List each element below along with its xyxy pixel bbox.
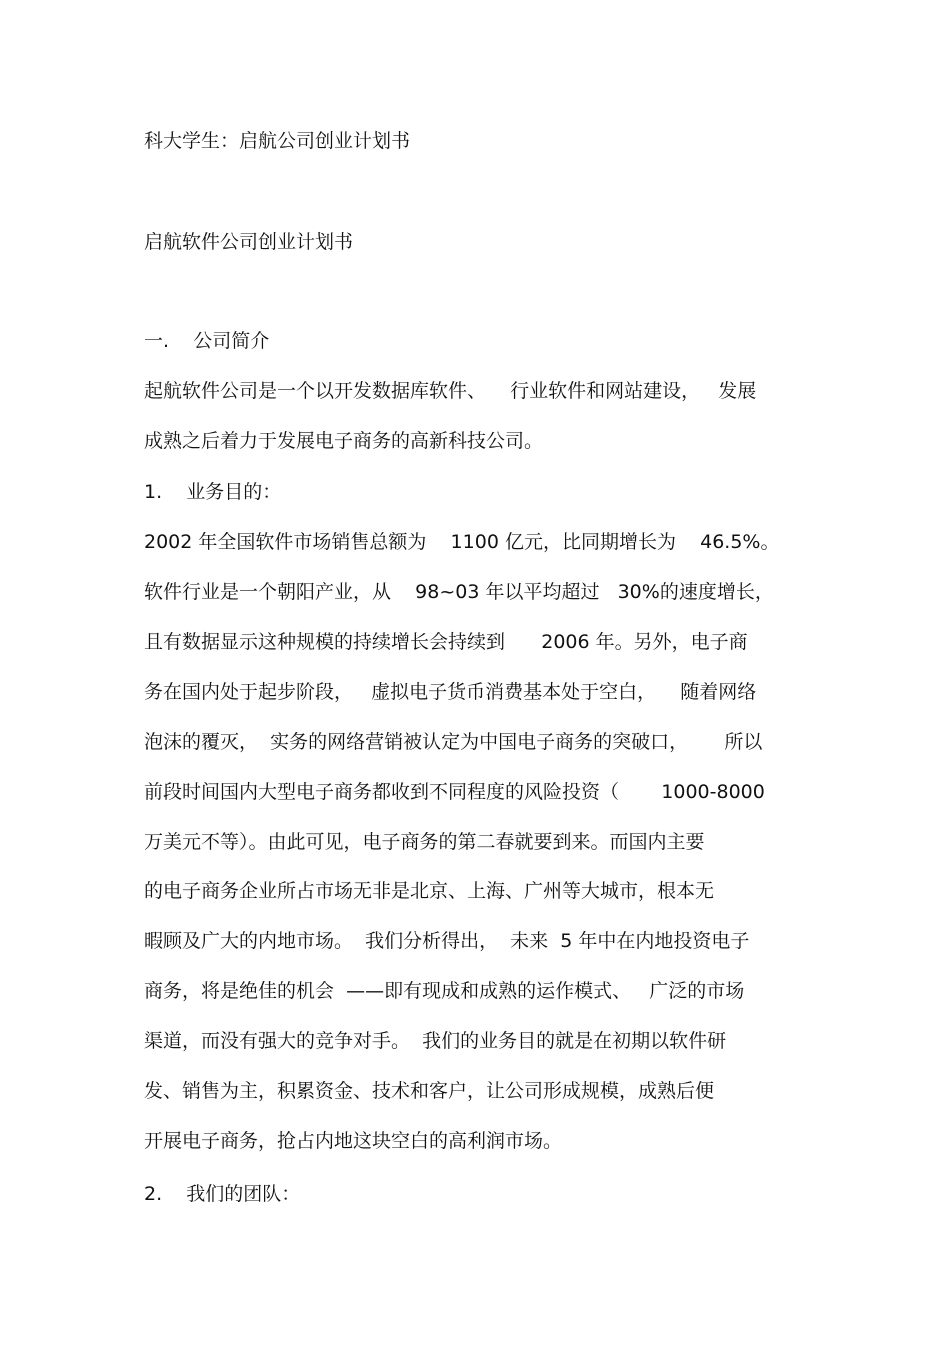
paragraph-line: 的电子商务企业所占市场无非是北京、上海、广州等大城市，根本无 <box>144 880 715 902</box>
paragraph-line: 渠道，而没有强大的竞争对手。 我们的业务目的就是在初期以软件研 <box>144 1030 727 1052</box>
paragraph-line: 万美元不等）。由此可见，电子商务的第二春就要到来。而国内主要 <box>144 831 705 853</box>
paragraph-line: 开展电子商务，抢占内地这块空白的高利润市场。 <box>144 1130 563 1152</box>
paragraph-line: 泡沫的覆灭， 实务的网络营销被认定为中国电子商务的突破口， 所以 <box>144 731 763 753</box>
section-heading-company-intro: 一. 公司简介 <box>144 330 270 352</box>
document-title: 科大学生：启航公司创业计划书 <box>144 130 411 152</box>
item-heading-business-purpose: 1. 业务目的： <box>144 481 282 503</box>
paragraph-line: 起航软件公司是一个以开发数据库软件、 行业软件和网站建设， 发展 <box>144 380 757 402</box>
paragraph-line: 且有数据显示这种规模的持续增长会持续到 2006 年。另外，电子商 <box>144 631 748 653</box>
paragraph-line: 成熟之后着力于发展电子商务的高新科技公司。 <box>144 430 544 452</box>
paragraph-line: 发、销售为主，积累资金、技术和客户，让公司形成规模，成熟后便 <box>144 1080 715 1102</box>
document-subtitle: 启航软件公司创业计划书 <box>144 231 354 253</box>
paragraph-line: 前段时间国内大型电子商务都收到不同程度的风险投资（ 1000-8000 <box>144 781 765 803</box>
paragraph-line: 商务，将是绝佳的机会 ——即有现成和成熟的运作模式、 广泛的市场 <box>144 980 745 1002</box>
paragraph-line: 2002 年全国软件市场销售总额为 1100 亿元，比同期增长为 46.5%。 <box>144 531 780 553</box>
paragraph-line: 软件行业是一个朝阳产业，从 98~03 年以平均超过 30%的速度增长， <box>144 581 774 603</box>
paragraph-line: 暇顾及广大的内地市场。 我们分析得出， 未来 5 年中在内地投资电子 <box>144 930 750 952</box>
item-heading-our-team: 2. 我们的团队： <box>144 1183 301 1205</box>
paragraph-line: 务在国内处于起步阶段， 虚拟电子货币消费基本处于空白， 随着网络 <box>144 681 757 703</box>
